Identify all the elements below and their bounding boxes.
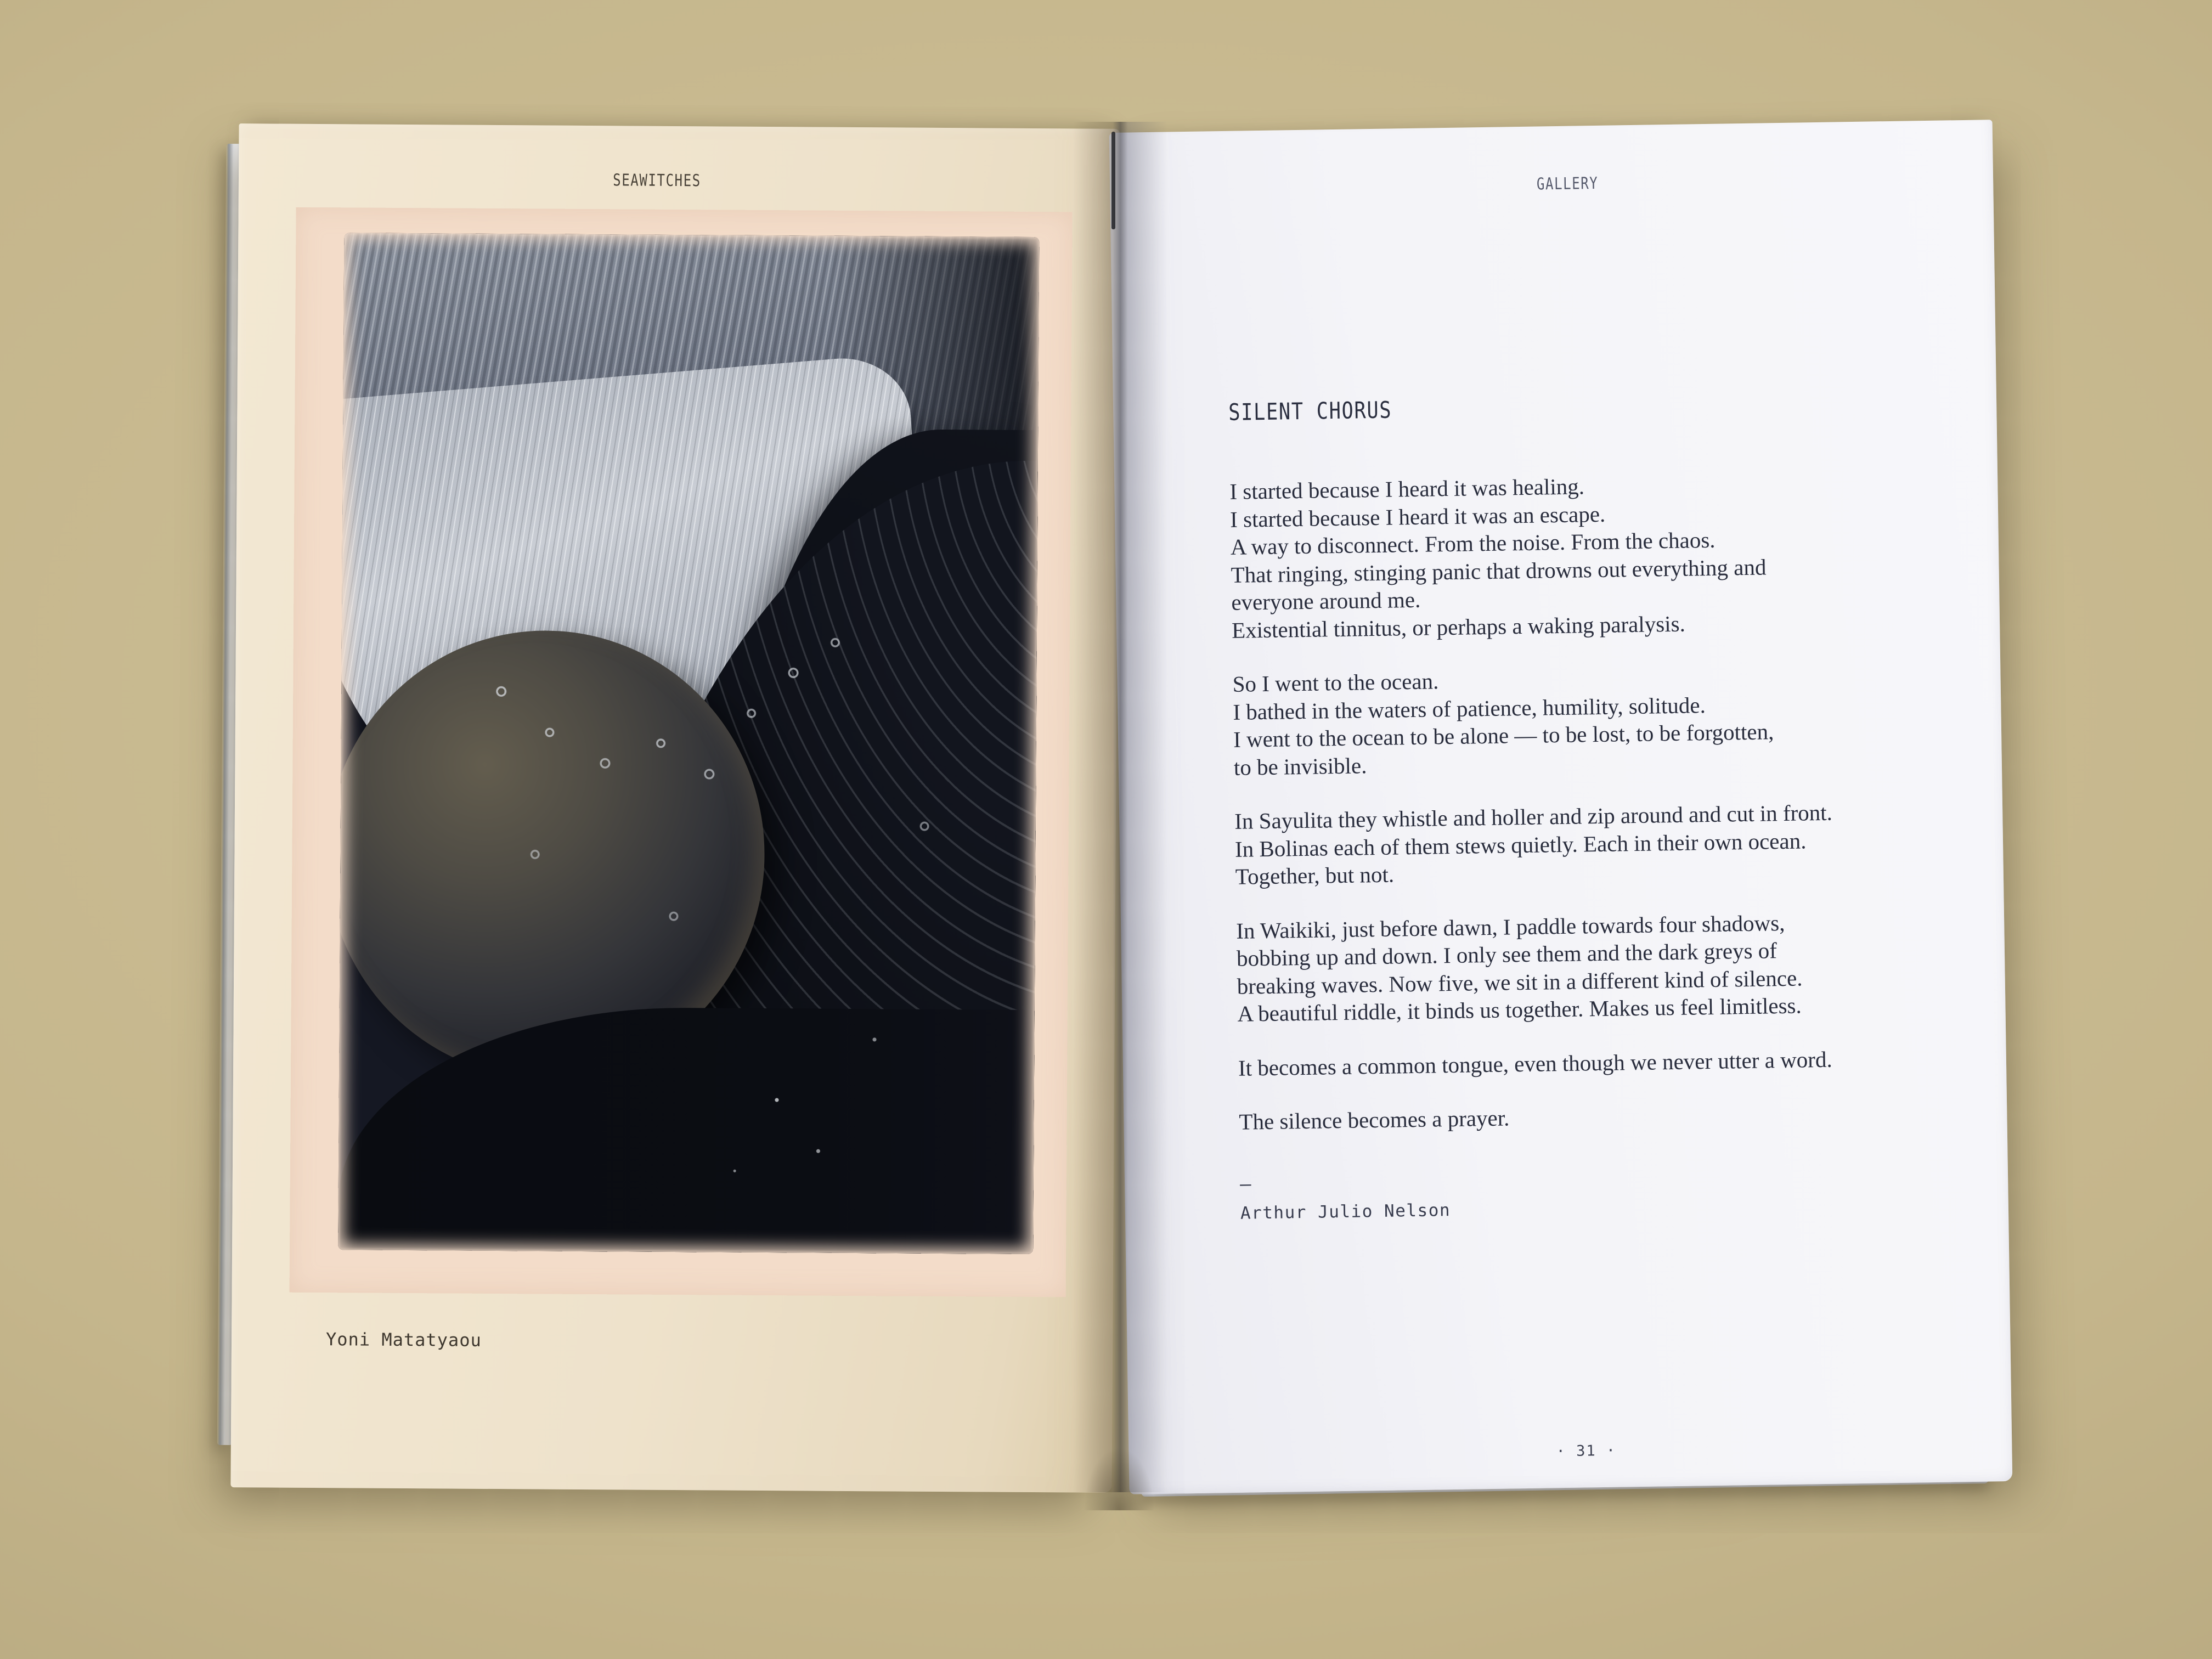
painting-edge-feather xyxy=(338,233,1039,1254)
attribution-dash: – xyxy=(1239,1173,1251,1195)
poem-line: The silence becomes a prayer. xyxy=(1239,1105,1510,1135)
poem-line: So I went to the ocean. xyxy=(1232,668,1439,697)
poem-line: I bathed in the waters of patience, humility, solitude. xyxy=(1233,692,1706,725)
poem-body xyxy=(1229,467,1942,1136)
left-running-header: SEAWITCHES xyxy=(613,171,701,191)
poem-line: bobbing up and down. I only see them and the dark greys of xyxy=(1236,938,1778,971)
right-running-header: GALLERY xyxy=(1536,173,1599,194)
attribution-author: Arthur Julio Nelson xyxy=(1240,1200,1451,1223)
poem-line: That ringing, stinging panic that drowns out everything and xyxy=(1231,554,1767,588)
poem-title: SILENT CHORUS xyxy=(1228,396,1392,426)
wave-illustration xyxy=(290,207,1073,1297)
poem-line: I went to the ocean to be alone — to be lost, to be forgotten, xyxy=(1233,719,1774,752)
page-number: · 31 · xyxy=(1556,1442,1617,1460)
wave-painting xyxy=(338,233,1039,1254)
artist-caption: Yoni Matatyaou xyxy=(325,1329,482,1351)
poem-line: everyone around me. xyxy=(1231,586,1421,615)
poem-line: In Sayulita they whistle and holler and zip around and cut in front. xyxy=(1234,799,1833,834)
left-page xyxy=(230,123,1120,1493)
poem-line: to be invisible. xyxy=(1233,752,1367,780)
poem-stanza xyxy=(1238,1043,1941,1081)
poem-line: breaking waves. Now five, we sit in a different kind of silence. xyxy=(1237,965,1803,999)
poem-line: Together, but not. xyxy=(1235,861,1395,889)
poem-line: In Bolinas each of them stews quietly. Each in their own ocean. xyxy=(1234,827,1807,862)
poem-line: It becomes a common tongue, even though we never utter a word. xyxy=(1238,1046,1832,1081)
poem-line: I started because I heard it was healing. xyxy=(1229,473,1585,504)
poem-stanza xyxy=(1234,797,1938,890)
poem-line: In Waikiki, just before dawn, I paddle towards four shadows, xyxy=(1235,910,1785,944)
poem-line: I started because I heard it was an escape. xyxy=(1229,501,1606,532)
poem-stanza xyxy=(1236,906,1940,1028)
right-page xyxy=(1109,120,2013,1494)
poem-line: Existential tinnitus, or perhaps a waking paralysis. xyxy=(1231,611,1686,643)
spine-gutter-dark-line xyxy=(1111,132,1115,229)
poem-stanza xyxy=(1239,1098,1942,1136)
poem-line: A beautiful riddle, it binds us together. Makes us feel limitless. xyxy=(1237,992,1802,1026)
poem-stanza xyxy=(1232,660,1936,781)
poem-stanza xyxy=(1229,467,1934,644)
poem-line: A way to disconnect. From the noise. From the chaos. xyxy=(1230,527,1716,560)
